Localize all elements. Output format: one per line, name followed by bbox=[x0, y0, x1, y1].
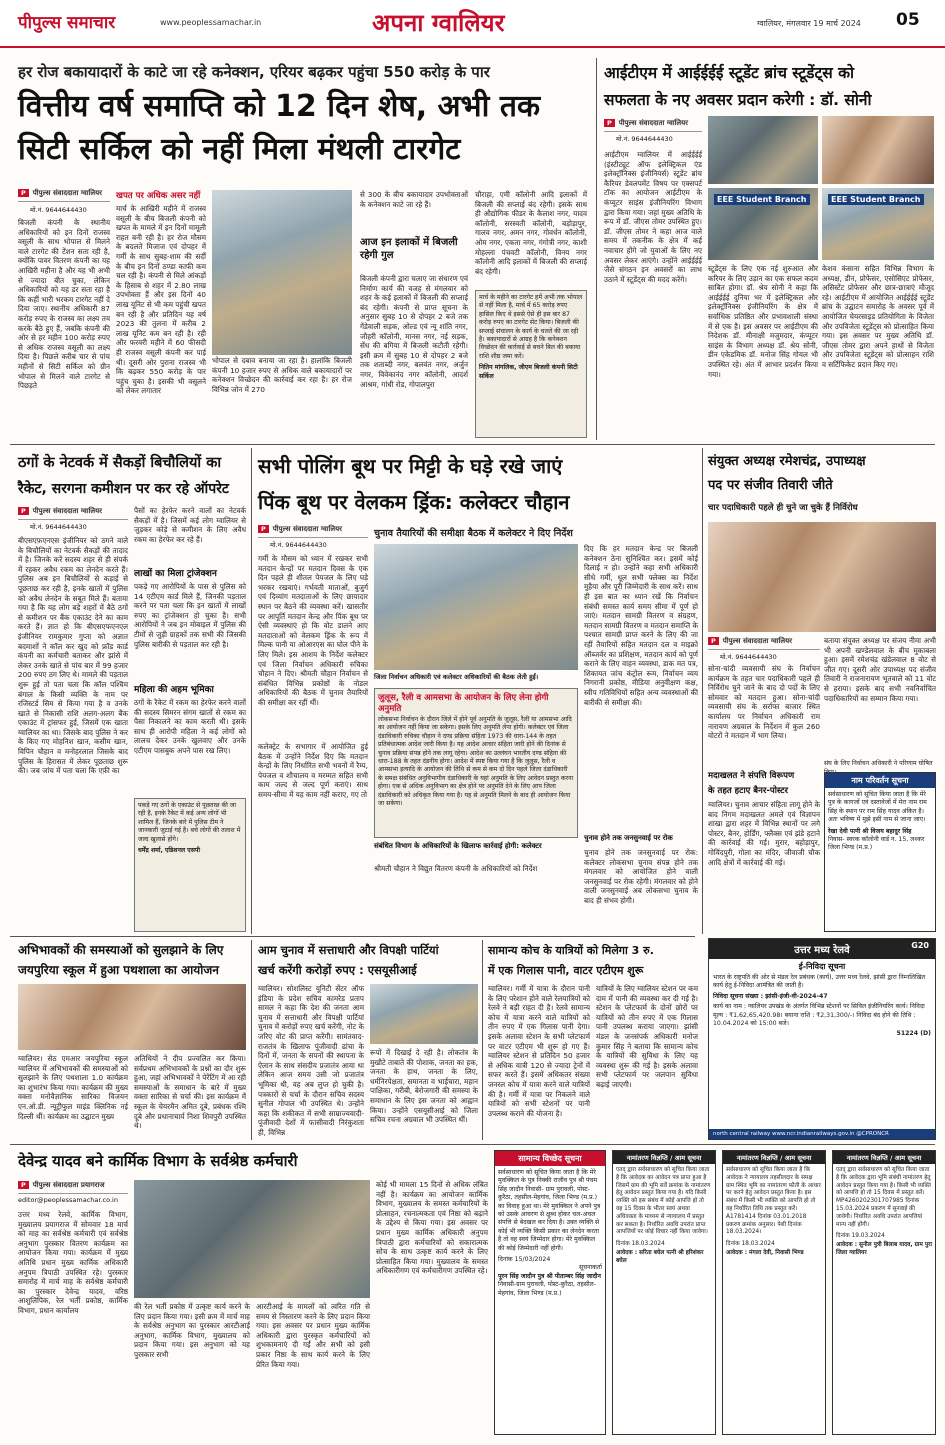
union-deck: चार पदाधिकारी पहले ही चुने जा चुके हैं निर्विरोध bbox=[708, 503, 858, 513]
divider bbox=[482, 940, 483, 1140]
byline-logo: P bbox=[18, 189, 29, 197]
polling-mobile: मो.नं. 9644644430 bbox=[270, 541, 327, 549]
name-change-body: सर्वसाधारण को सूचित किया जाता है कि मेरे पुत्र के कागजों एवं दस्तावेजों में मेरा नाम राम सिंह के स्थान पर राम सिंह यादव अंकित है। अतः भविष्य में मुझे इसी नाम से जाना जाए। bbox=[828, 791, 927, 824]
thugs-quote: पकड़े गए ठगों के एकाउंट से पूछताछ की जा रही है, इनके रैकेट में कई अन्य लोगों भी शामिल हैं, जिनके बारे में पुलिस टीम ने जानकारी जुटाई गई है। बचे लोगों की तलाश में जल्द खुलासे होंगे। bbox=[138, 802, 241, 843]
lead-col1: बिजली कंपनी के स्थानीय अधिकारियों को इन दिनों राजस्व वसूली के साथ भोपाल से मिलने वाले टारगेट की टेंशन सता रही है, क्योंकि पावर वितरण कंपनी का यह आखिरी महीना है और यह भी अभी से ज्यादा बीत चुका, लेकिन अधिकारियों को यह डर सता रहा है कि कहीं भारी भरकम टारगेट नहीं दे दिया जाए। स्थानीय अधिकारी 87 करोड़ रुपए के राजस्व का लक्ष्य तय करके बैठे हुए हैं, जबकि कंपनी की ओर से हर महीन 100 करोड़ रुपए से अधिक राजस्व वसूली का लक्ष्य दिया है। पिछले करीब चार से पांच महीनों से सिटी सर्किल को ग्रीन भोपाल से मिलने वाले टारगेट से पिछड़ते bbox=[18, 218, 110, 391]
polling-col3: दिए कि हर मतदान केन्द्र पर बिजली कनेक्शन ठेना सुनिश्चित कर। इसमें कोई दिलाई न हो। उन्होंने कहा सभी अधिकारी सीधे गर्मी, धूल सभी फ्लेक्स का निर्देश मुहैया और पूरी जिम्मेदारी के साथ करें। साथ ही इस बात का ध्यान रखें कि निर्वाचन संबंधी समस्त कार्य समय सीमा में पूर्ण हो जाएं। मतदान सामग्री वितरण व संग्रहण, मतदान सामग्री वितरण व मतदान समाप्ति के पश्चात सामग्री प्राप्त करने के लिए की जा रहीं तैयारियों सहित मतदान दल व माइक्रो ऑब्जर्वर का प्रशिक्षण, मतदान कार्य को पूर्ण कराने के लिए वाहन व्यवस्था, डाक मत पत्र, शिकायत जांच कंट्रोल रूम, निर्वाचन व्यय निगरानी प्रकोष्ठ, मीडिया अनुवीक्षण कक्ष, स्वीप गतिविधियों सहित अन्य व्यवस्थाओं की बारीकी से समीक्षा की। bbox=[584, 544, 698, 707]
divider bbox=[10, 1144, 935, 1145]
lead-photo bbox=[212, 190, 352, 355]
itm-banner-text-2: EEE Student Branch bbox=[828, 194, 924, 205]
devendra-photo bbox=[134, 1180, 370, 1298]
railway-tender-no: निविदा सूचना संख्या : झांसी-इंजी-वी-2024-47 bbox=[713, 992, 828, 1000]
legal-notice-address: निवासी-ग्राम पुरावली, पोस्ट-कुरैठा, तहसील-मेहगांव, जिला भिण्ड (म.प्र.) bbox=[498, 1281, 596, 1297]
notice-officer: आवेदक : सरिता बघेल पत्नी श्री हरिशंकर बघेल bbox=[616, 1249, 704, 1264]
lead-col3b: बिजली कंपनी द्वारा चलाए जा संधारण एवं निर्माण कार्य की वजह से मंगलवार को शहर के कई इलाकों में बिजली की सप्लाई बंद रहेगी। कंपनी से प्राप्त सूचना के अनुसार सुबह 10 से दोपहर 2 बजे तक गेंडेवाली सड़क, ओल्ड एवं न्यू शांति नगर, जौहरी कॉलोनी, मानस नगर, नई सड़क, सेंध की बगिया में बिजली कटौती रहेगी। इसी क्रम में सुबह 10 से दोपहर 2 बजे तक शताब्दी नगर, बलवंत नगर, अर्जुन नगर, विवेकानंद नगर कॉलोनी, आदर्श आश्रम, गांधी रोड, गोपालपुरा bbox=[360, 274, 468, 389]
thugs-quote-author: धर्मेंद्र शर्मा, एडिशनल एसपी bbox=[138, 847, 201, 855]
railway-details: कार्य का नाम : ग्वालियर उपखंड के अंतर्गत विभिन्न स्टेशनों पर सिविल इंजीनियरिंग कार्य। निविदा मूल्य : ₹1,62,65,420.98। बयाना राशि : ₹2,31,300/-। निविदा बंद होने की तिथि : 10.04.2024 को 15:00 बजे। bbox=[713, 1003, 925, 1028]
notice-card bbox=[832, 1150, 936, 1435]
devendra-byline: P पीपुल्स संवाददाता प्रयागराज bbox=[18, 1180, 128, 1194]
itm-body-2: स्टूडेंट्स के लिए एक नई शुरुआत और करियर के लिए उड़ान का एक सफल कदम साबित होगा। डॉ. श्रेय सोनी ने कहा कि आईईईई दुनिया भर में इलेक्ट्रिकल और इलेक्ट्रॉनिक्स इंजीनियरिंग के क्षेत्र में सर्वाधिक प्रतिष्ठित और प्रभावशाली संस्था में से एक है। इस अवसर पर आईटीएम की निदेशक डॉ. मीनाक्षी मजुमदार, कंप्यूटर साइंस के विभाग अध्यक्ष डॉ. श्रेय सोनी, डीन एकेडमिक डॉ. मनोज सिंह गोयल भी उपस्थित रहे। अंत में आभार प्रदर्शन किया गया। bbox=[708, 264, 818, 379]
divider bbox=[251, 940, 252, 1140]
notice-body: सर्वसाधारण को सूचित किया जाता है कि आवेदक ने न्यायालय तहसीलदार के समक्ष ग्राम स्थित भूमि का नामांतरण फौती के आधार पर करने हेतु आवेदन प्रस्तुत किया है। इस संबंध में किसी भी व्यक्ति को आपत्ति हो तो वह निर्धारित तिथि तक प्रस्तुत करें। A1781414 दिनांक 03.01.2018 प्रकरण क्रमांक अनुसार। पेशी दिनांक 18.03.2024। bbox=[726, 1167, 821, 1236]
expense-headline-1: आम चुनाव में सत्ताधारी और विपक्षी पार्टियां bbox=[258, 943, 439, 957]
polling-deck: चुनाव तैयारियों की समीक्षा बैठक में कलेक्टर ने दिए निर्देश bbox=[374, 528, 573, 539]
devendra-col4: कोई भी मामला 15 दिनों से अधिक लंबित नहीं है। कार्यक्रम का आयोजन कार्मिक विभाग, मुख्यालय के समस्त कर्मचारियों के प्रोत्साहन, रचनात्मकता एवं निष्ठा को बढ़ाने के उद्देश्य से किया गया। इस अवसर पर प्रधान मुख्य कार्मिक अधिकारी अनुपम त्रिपाठी द्वारा कर्मचारियों को सकारात्मक सोच के साथ उत्कृष्ट कार्य करने के लिए प्रोत्साहित किया गया। मुख्यालय के समस्त अधिकारीगण एवं कर्मचारीगण उपस्थित रहे। bbox=[376, 1180, 488, 1276]
lead-headline-1: वित्तीय वर्ष समाप्ति को 12 दिन शेष, अभी तक bbox=[18, 89, 540, 124]
divider bbox=[702, 448, 703, 934]
transformer-headline-1: मदाखलत ने संपत्ति विरूपण bbox=[708, 771, 795, 781]
polling-notice-box bbox=[374, 688, 578, 838]
parents-photo bbox=[18, 984, 246, 1050]
notice-title: नामांतरण विज्ञप्ति / आम सूचना bbox=[833, 1151, 935, 1164]
name-change-signature: रेखा देवी पत्नी श्री विजय बहादुर सिंह bbox=[828, 827, 912, 835]
thugs-col2b: पकड़े गए आरोपियों के पास से पुलिस को 14 एटीएम कार्ड मिले हैं, जिनकी पड़ताल करने पर पता चला कि इन खातों में लाखों रुपए का ट्रांजेक्शन हो चुका है। सभी आरोपियों ने जब इन मोबाइल में पुलिस की टीमों से जुड़ी ग्राहकों तक सभी की जिसकी पुलिस बारीकी से पड़ताल कर रही है। bbox=[134, 582, 246, 649]
polling-col5-title: चुनाव होने तक जनसुनवाई पर रोक bbox=[584, 834, 673, 842]
section-title: अपना ग्वालियर bbox=[372, 9, 505, 37]
page-number: 05 bbox=[896, 10, 920, 30]
itm-byline: P पीपुल्स संवाददाता ग्वालियर bbox=[604, 118, 702, 132]
expense-photo bbox=[370, 984, 478, 1044]
divider bbox=[10, 936, 695, 937]
union-election-note: संघ के लिए निर्वाचन अधिकारी ने परिणाम घोषित bbox=[824, 760, 933, 767]
union-headline-2: पद पर संजीव तिवारी जीते bbox=[708, 478, 833, 493]
railway-title: उत्तर मध्य रेलवे bbox=[709, 939, 935, 959]
union-byline: P पीपुल्स संवाददाता ग्वालियर bbox=[708, 636, 820, 650]
devendra-col2: की रेल भर्ती प्रकोष्ठ में उत्कृष्ट कार्य करने के लिए प्रदान किया गया। इसी क्रम में मार्च माह के सर्वश्रेष्ठ अनुभाग का पुरस्कार आरटीआई अनुभाग, कार्मिक विभाग, मुख्यालय को प्रदान किया गया। इस अनुभाग को यह पुरस्कार सभी bbox=[134, 1302, 250, 1359]
notice-date: दिनांक 18.03.2024 bbox=[616, 1241, 665, 1248]
lead-quote-author: नितिन मांगलिक, जीएम बिजली कंपनी सिटी सर्किल bbox=[479, 364, 578, 380]
paper-logo: पीपुल्स समाचार bbox=[18, 13, 116, 33]
water-col2: यात्रियों के लिए ग्वालियर स्टेशन पर कम दाम में पानी की व्यवस्था कर दी गई है। स्टेशन के प्लेटफार्म के दोनों छोरों पर यात्रियों को तीन रुपए में एक गिलास पानी उपलब्ध कराया जाएगा। झांसी मंडल के जनसंपर्क अधिकारी मनोज कुमार सिंह ने बताया कि सामान्य कोच के यात्रियों की सुविधा के लिए यह व्यवस्था शुरू की गई है। इसके अलावा सभी प्लेटफार्म पर जलपान सुविधा बढ़ाई जाएगी। bbox=[596, 984, 698, 1089]
thugs-headline-1: ठगों के नेटवर्क में सैकड़ों बिचौलियों का bbox=[18, 455, 222, 471]
itm-body: आईटीएम ग्वालियर में आईईईई (इंस्टीट्यूट ऑफ इलेक्ट्रिकल एंड इलेक्ट्रॉनिक्स इंजीनियर्स) स्टूडेंट ब्रांच कैरियर डेवलपमेंट विषय पर एक्सपर्ट टॉक का आयोजन आईटीएम के कंप्यूटर साइंस इंजीनियरिंग विभाग द्वारा किया गया। जहां मुख्य अतिथि के रूप में डॉ. जीएस तोमर उपस्थित हुए। डॉ. जीएस तोमर ने कहा आज वाले समय में तकनीक के क्षेत्र में कई नवाचार होंगे जो युवाओं के लिए नए अवसर लेकर आएंगे। उन्होंने आईईईई जैसे संगठन इन अवसरों का लाभ उठाने में स्टूडेंट्स की मदद करेंगे। bbox=[604, 150, 702, 284]
itm-photo-1 bbox=[708, 116, 818, 184]
thugs-sub2: महिला की अहम भूमिका bbox=[134, 685, 214, 695]
notice-title: नामांतरण विज्ञप्ति / आम सूचना bbox=[723, 1151, 825, 1164]
polling-col5: चुनाव होने तक जनसुनवाई पर रोक: कलेक्टर लोकसभा चुनाव संपन्न होने तक मंगलवार को आयोजित होने वाली जनसुनवाई पर रोक रहेगी। मंगलवार को होने वाली जनसुनवाई अब लोकसभा चुनाव के बाद ही संभव होगी। bbox=[584, 848, 698, 905]
itm-photo-3 bbox=[708, 188, 818, 260]
lead-subtitle: आज इन इलाकों में बिजली रहेगी गुल bbox=[360, 237, 458, 261]
lead-byline: P पीपुल्स संवाददाता ग्वालियर bbox=[18, 188, 110, 202]
byline-logo: P bbox=[604, 119, 615, 127]
notice-card bbox=[612, 1150, 716, 1435]
divider bbox=[10, 444, 935, 445]
thugs-mobile: मो.नं. 9644644430 bbox=[30, 523, 87, 531]
legal-notice-date: दिनांक 15/03/2024 bbox=[498, 1256, 551, 1264]
divider bbox=[596, 58, 597, 440]
lead-quote-box bbox=[475, 290, 587, 438]
lead-col2: मार्च के आखिरी महीने में राजस्व वसूली के बीच बिजली कंपनी को खपत के मामले में इन दिनों मामूली राहत बनी रही है। हर रोज मौसम के बदलते मिजाज एवं दोपहर में गर्मी के साथ सुबह-शाम की सर्दी के बीच इन दिनों ठण्डा काफी कम चल रही है। कंपनी से मिले आंकड़ों के हिसाब से शहर में 2.80 लाख उपभोक्ता हैं और इस दिनों 40 लाख यूनिट से भी कम पहुंची खपत बन रही है और प्रतिदिन यह वर्ष 2023 की तुलना में करीब 2 लाख यूनिट कम बन रही है। रही और फरवरी महीने में 60 फीसदी ही राजस्व वसूली कंपनी कर पाई थी। दूसरी ओर पुराना राजस्व भी कि बढ़कर 550 करोड़ के पार पहुंच चुका है। इसकी भी वसूलने को लेकर लगातार bbox=[116, 204, 206, 396]
polling-col4-title: संबंधित विभाग के अधिकारियों के खिलाफ कार्रवाई होगी: कलेक्टर bbox=[374, 842, 542, 850]
lead-kicker: हर रोज बकायादारों के काटे जा रहे कनेक्शन, एरियर बढ़कर पहुंचा 550 करोड़ के पार bbox=[18, 63, 490, 81]
thugs-col2c: ठगों के रैकेट में रकम का हेरफेर करने वालों की सदस्य सिमरन संगम खातों से रकम का पैसा निकालने का काम करती थी। इसके साथ ही आरोपी महिला ने कई लोगों को लालच देकर उनके खुलवाए और उनके एटीएम पासबुक अपने पास रख लिए। bbox=[134, 698, 246, 755]
itm-body-3: केशव कंसाना सहित विभिन्न विभाग के अध्यक्ष, डीन, प्रोफेसर, एसोसिएट प्रोफेसर, असिस्टेंट प्रोफेसर और छात्र-छात्राएं मौजूद रहे। आईटीएम में आयोजित आईईईई स्टूडेंट ब्रांच के उद्घाटन समारोह के अवसर पूर्व में आयोजित चेयरसाइड प्रतियोगिता के विजेता और उपविजेता स्टूडेंट्स को प्रोत्साहित किया गया। इस अवसर पर मुख्य अतिथि डॉ. जीएस तोमर द्वारा अपने हाथों से विजेता और उपविजेता स्टूडेंट्स को प्रोत्साहन राशि व सर्टिफिकेट प्रदान किए गए। bbox=[822, 264, 934, 369]
notice-date: दिनांक 19.03.2024 bbox=[836, 1233, 885, 1240]
issue-date: ग्वालियर, मंगलवार 19 मार्च 2024 bbox=[757, 19, 861, 28]
railway-logo: G20 bbox=[911, 941, 929, 950]
itm-photo-4 bbox=[822, 188, 934, 260]
notice-officer: आवेदक : सुनील पुत्री बिलाब यादव, ग्राम पुरा जिला ग्वालियर bbox=[836, 1241, 933, 1257]
parents-headline-2: जयपुरिया स्कूल में हुआ पथशाला का आयोजन bbox=[18, 963, 219, 977]
polling-col4: श्रीमती चौहान ने विद्युत वितरण कंपनी के अधिकारियों को निर्देश bbox=[374, 864, 538, 873]
water-headline-2: में एक गिलास पानी, वाटर एटीएम शुरू bbox=[488, 964, 644, 977]
water-col1: ग्वालियर। गर्मी में यात्रा के दौरान पानी के लिए परेशान होने वाले रेलयात्रियों को रेलवे ने बड़ी राहत दी है। रेलवे सामान्य कोच में यात्रा करने वाले यात्रियों को तीन रुपए में एक गिलास पानी देगा। इसके अलावा स्टेशन के सभी प्लेटफार्म पर वाटर एटीएम भी शुरू हो गए हैं। ग्वालियर स्टेशन से प्रतिदिन 50 हजार से अधिक यात्री 120 से ज्यादा ट्रेनों में सफर करते हैं। इसमें अधिकतर संख्या जनरल कोच में यात्रा करने वाले यात्रियों की है। गर्मी में यात्रा पर निकलने वाले यात्रियों को सभी स्टेशनों पर पानी उपलब्ध कराने की योजना है। bbox=[488, 984, 590, 1118]
thugs-quote-box bbox=[134, 798, 246, 932]
parents-col1: ग्वालियर। सेठ एमआर जयपुरिया स्कूल ग्वालियर में अभिभावकों की समस्याओं को सुलझाने के लिए पथशाला 1.0 कार्यक्रम का शुभारंभ किया गया। कार्यक्रम की मुख्य वक्ता मनोवैज्ञानिक सारिका विजयन एन.ओ.डी. न्यूट्रीफुल माइंड क्लिनिक नई दिल्ली थीं। कार्यक्रम का उद्घाटन मुख्य bbox=[18, 1054, 128, 1121]
byline-logo: P bbox=[18, 507, 29, 515]
lead-col2-title: खपत पर अधिक असर नहीं bbox=[116, 191, 201, 201]
thugs-col1: बीएसएफ़एनएस इंजीनियर को ठगने वाले के बिचौलियों का नेटवर्क सैकड़ों की तादाद में है। जिनके करें सदस्य शहर से ही संपर्क में रहकर अवैध रकम का लेनदेन करते हैं। पुलिस अब इन बिचौलियों से कड़ाई से पूछताछ कर रही है, इनके खातों में पुलिस को अवैध लेनदेन के सबूत मिले हैं। बताया गया है कि यह लोग बड़े शहरों में बैठे ठगों से कमीशन पर बैंक एकाउंट देने का काम करते हैं। ज्ञात हो कि बीएसएफएनएल इंजीनियर रामकुमार गुप्ता को अज्ञात बदमाशों ने कॉल कर खुद को फ्रॉड कार्ड कंपनी का कर्मचारी बताकर और झांसे में लेकर उनके खाते से पांच बार में 99 हजार 200 रुपए ठग लिए थे। मामले की पड़ताल शुरू हुई तो पता चला कि कॉल पश्चिम बंगाल के किसी व्यक्ति के नाम पर रजिस्टर्ड सिम से किया गया है व उनके खाते से निकासी राशि अलग-अलग बैंक एकाउंट में ट्रांसफर हुई, जिसमें एक खाता ग्वालियर का था। जिसके बाद पुलिस ने कर के किए गए मोहनिश खान, कसीम खान, विपिन चौहान व मनोहरलाल जिसके बाद पुलिस के हिरासत में लेकर पूछताछ शुरू की। जब जांच में पता चला कि एफ़ी का bbox=[18, 536, 128, 776]
union-mobile: मो.नं. 9644644430 bbox=[720, 653, 777, 661]
lead-photo-caption: भोपाल से दबाव बनाया जा रहा है। हालांकि बिजली कंपनी 10 हजार रुपए से अधिक वाले बकायादारों पर कनेक्शन विच्छेदन की कार्रवाई कर रहा है। हर रोज विभिन्न जोन में 270 bbox=[212, 356, 352, 394]
polling-box-body: लोकसभा निर्वाचन के दौरान जिले में होने पूर्व अनुमति के जुलूस, रैली या आमसभा आदि का आयोजन नहीं किया जा सकेगा। इसके लिए अनुमति लेना होगी। कलेक्टर एवं जिला दंडाधिकारी रुचिका चौहान ने दण्ड प्रक्रिया संहिता 1973 की धारा-144 के तहत प्रतिबंधात्मक आदेश जारी किया है। यह आदेश आचार संहिता जारी होने की दिनांक से चुनाव प्रक्रिया संपन्न होने तक लागू रहेगा। आदेश का उल्लंघन भारतीय दण्ड संहिता की धारा-188 के तहत दंडनीय होगा। आदेश में स्पष्ट किया गया है कि जुलूस, रैली व आमसभा इत्यादि के आयोजन की तिथि से कम से कम दो दिन पहले जिला दंडाधिकारी के समक्ष संबंधित अनुविभागीय दंडाधिकारी के यहां अनुमति के लिए आवेदन प्रस्तुत करना होगा। एक से अधिक अनुविभाग का क्षेत्र होने पर अनुमति देने के लिए आप जिला दंडाधिकारी को अधिकृत किया गया है। यह से अनुमति मिलने के बाद ही आयोजन किया जा सकेगा। bbox=[378, 716, 574, 808]
itm-mobile: मो.नं. 9644644430 bbox=[616, 135, 673, 143]
polling-col1: गर्मी के मौसम को ध्यान में रखकर सभी मतदान केन्द्रों पर मतदान दिवस के एक दिन पहले ही शीतल पेयजल के लिए घड़े भरकर रखवाएं। गर्भवती माताओं, बुजुर्ग एवं दिव्यांग मतदाताओं के लिए छायादार स्थान पर बैठने की व्यवस्था करें। खासतौर पर आपूर्ति मतदान केन्द्र और पिंक बूथ पर ऐसी व्यवस्थाएं हो कि वोट डालने आए मतदाताओं को वेलकम ड्रिंक के रूप में मिल्क पानी या ओआरएस का घोल पीने के लिए मिले। इस आशय के निर्देश कलेक्टर एवं जिला निर्वाचन अधिकारी रुचिका चौहान ने दिए। श्रीमती चौहान निर्वाचन से संबंधित विभिन्न प्रकोष्ठों के नोडल अधिकारियों की बैठक में चुनाव तैयारियों की समीक्षा कर रहीं थीं। bbox=[258, 554, 368, 707]
masthead bbox=[0, 0, 945, 48]
notice-body: एतद् द्वारा सर्वसाधारण को सूचित किया जाता है कि आवेदक द्वारा भूमि संबंधी नामांतरण हेतु आवेदन प्रस्तुत किया गया है। किसी भी व्यक्ति को आपत्ति हो तो 15 दिवस में प्रस्तुत करें। MP4260202301707985 दिनांक 15.03.2024 प्रकरण में सुनवाई की जावेगी। निर्धारित अवधि उपरांत आपत्तियां मान्य नहीं होंगी। bbox=[836, 1167, 931, 1228]
water-headline-1: सामान्य कोच के यात्रियों को मिलेगा 3 रु. bbox=[488, 944, 654, 957]
website[interactable]: www.peoplessamachar.in bbox=[160, 18, 262, 27]
name-change-address: निवास- स्वरक कॉलोनी वार्ड न. 15, लश्कर जिला भिण्ड (म.प्र.) bbox=[828, 836, 925, 852]
polling-photo-caption: जिला निर्वाचन अधिकारी एवं कलेक्टर अधिकारियों की बैठक लेती हुईं। bbox=[374, 673, 539, 681]
union-col1: सोना-चांदी व्यवसायी संघ के निर्वाचन कार्यक्रम के तहत चार पदाधिकारी पहले ही निर्विरोध चुने जाने के बाद दो पदों के लिए सोमवार को मतदान हुआ। सोना-चांदी व्यवसायी संघ के सर्राफा बाजार स्थित कार्यालय पर निर्वाचन अधिकारी राम नारायण अग्रवाल के निर्देशन में कुल 260 वोटरों ने मतदान में भाग लिया। bbox=[708, 664, 820, 741]
transformer-headline-2: के तहत हटाए बैनर-पोस्टर bbox=[708, 786, 788, 796]
expense-col1: ग्वालियर। सोशलिस्ट यूनिटी सेंटर ऑफ इंडिया के प्रदेश सचिव कामरेड प्रताप सामल ने कहा कि देश की जनता आम चुनाव में सत्ताधारी और विपक्षी पार्टियां चुनाव में करोड़ों रुपए खर्च करेंगी, नोट के जरिए वोट की प्राप्त करेंगी। सामंतवाद-राजतंत्र के खिलाफ पूंजीवादी ढांचा के दिनों में, जनता के सपनों की स्थापना के ऐलान के साथ संसदीय प्रजातंत्र आया था लेकिन आज समय उसी जो प्रजातंत्र भूमिका थी, वह अब लुप्त हो चुकी है। पत्रकारों से चर्चा के दौरान सचिव सदस्य सुनील गोपाल भी उपस्थित थे। उन्होंने कहा कि शकीकत में सभी साम्राज्यवादी-पूंजीवादी देशों में फासीवादी निरंकुशता ही, विभिन्न bbox=[258, 984, 364, 1137]
railway-tender bbox=[708, 938, 936, 1140]
railway-social[interactable]: north central railway www.ncr.indianrailways.gov.in @CPRONCR bbox=[709, 1129, 935, 1139]
polling-box-title: जुलूस, रैली व आमसभा के आयोजन के लिए लेना होगी अनुमति bbox=[378, 693, 549, 714]
byline-logo: P bbox=[708, 637, 719, 645]
polling-byline: P पीपुल्स संवाददाता ग्वालियर bbox=[258, 524, 368, 538]
notice-date: दिनांक 18.03.2024 bbox=[726, 1241, 775, 1248]
thugs-col2: पैसों का हेरफेर करने वालों का नेटवर्क सैकड़ों में है। जिसमें कई लोग ग्वालियर से जुड़कर कोड़े से कमीशन के लिए अवैध रकम का हेरफेर कर रहे हैं। bbox=[134, 506, 246, 544]
devendra-headline: देवेन्द्र यादव बने कार्मिक विभाग के सर्वश्रेष्ठ कर्मचारी bbox=[18, 1152, 298, 1170]
notice-title: नामांतरण विज्ञप्ति / आम सूचना bbox=[613, 1151, 715, 1164]
itm-headline-1: आईटीएम में आईईईई स्टूडेंट ब्रांच स्टूडेंट्स को bbox=[604, 64, 855, 82]
lead-mobile: मो.नं. 9644644430 bbox=[30, 206, 87, 214]
parents-col2: अतिथियों ने दीप प्रज्वलित कर किया। सर्वप्रथम अभिभावकों के प्रश्नों का दौर शुरू हुआ, जहां अभिभावकों ने पेरेंटिंग में आ रही समस्याओं के समाधान के बारे में मुख्य वक्ता सारिका से चर्चा की। इस कार्यक्रम में स्कूल के चेयरमैन अमित दूबे, प्रबंधक रश्मि दूबे और प्रधानाचार्य निशा शिवपुरी उपस्थित थे। bbox=[134, 1054, 246, 1131]
union-photo bbox=[708, 522, 936, 632]
polling-col2: कलेक्ट्रेट के सभागार में आयोजित हुई बैठक में उन्होंने निर्देश दिए कि मतदान केन्द्रों के लिए निर्धारित सभी भवनों में रैम्प, पेयजल व शौचालय व मरम्मत सहित सभी काम जल्द से जल्द पूर्ण कराएं। साथ समय-सीमा में यह काम नहीं कराए, गए तो bbox=[258, 742, 368, 799]
transformer-body: ग्वालियर। चुनाव आचार संहिता लागू होने के बाद निगम मदाखलत अमले एवं विज्ञापन शाखा द्वारा शहर में विभिन्न स्थानों पर लगे पोस्टर, बैनर, होर्डिंग, फ्लैक्स एवं झंडे हटाने की कार्रवाई की गई। मुरार, बहोड़ापुर, गोविंदपुरी, गोला का मंदिर, जीवाजी चौक आदि क्षेत्रों में कार्रवाई की गई। bbox=[708, 800, 820, 867]
legal-notice-title: सामान्य विच्छेद सूचना bbox=[495, 1151, 605, 1166]
devendra-col1: उत्तर मध्य रेलवे, कार्मिक विभाग, मुख्यालय प्रयागराज में सोमवार 18 मार्च को माह का सर्वश्रेष्ठ कर्मचारी एवं सर्वश्रेष्ठ अनुभाग पुरस्कार वितरण कार्यक्रम का आयोजन किया गया। कार्यक्रम में मुख्य अतिथि प्रधान मुख्य कार्मिक अधिकारी अनुपम त्रिपाठी उपस्थित रहे। पुरस्कार समारोह में मार्च माह के सर्वश्रेष्ठ कर्मचारी का पुरस्कार देवेन्द्र यादव, वरिष्ठ आशुलिपिक, रेल भर्ती प्रकोष्ठ, कार्मिक विभाग, प्रधान कार्यालय bbox=[18, 1210, 128, 1315]
thugs-byline: P पीपुल्स संवाददाता ग्वालियर bbox=[18, 506, 128, 520]
legal-notice-name: पूरन सिंह जादौन पुत्र श्री पीताम्बर सिंह जादौन bbox=[498, 1272, 601, 1280]
itm-photo-2 bbox=[822, 116, 934, 184]
notice-officer: आवेदक : मंगला देवी, निवासी भिण्ड bbox=[726, 1249, 804, 1256]
lead-headline-2: सिटी सर्किल को नहीं मिला मंथली टारगेट bbox=[18, 132, 461, 167]
devendra-email[interactable]: editor@peoplessamachar.co.in bbox=[18, 1196, 118, 1204]
expense-col2: रूपों में दिखाई दे रही है। लोकतंत्र के मुखौटे ताबाते की पोशाक, जनता का हक, जनता के हाथ, जनता के लिए, धर्मनिरपेक्षता, समानता व भाईचारा, महान पाक्षिका, गरीबी, बेरोजगारी की समस्या के समाधान के लिए इस जनता को आह्वान किया। उन्होंने एसयूसीआई को जिला सचिव रचना अग्रवाल भी उपस्थित थीं। bbox=[370, 1048, 478, 1125]
lead-quote: मार्च के महीने का टारगेट हमें अभी तक भोपाल से नहीं मिला है, मार्च में 65 करोड़ रुपए हासिल किए थे इससे ऐसे ही इस बार 87 करोड़ रुपए का टारगेट सेट किया। बिजली की सप्लाई संचालन के कार्य के चलते की जा रही है। बकायादारों से आग्रह है कि कनेक्शन विच्छेदन की कार्रवाई से बचने बिल की बकाया राशि शीघ्र जमा करें। bbox=[479, 294, 583, 360]
railway-tender-title: ई-निविदा सूचना bbox=[798, 962, 846, 971]
union-headline-1: संयुक्त अध्यक्ष रमेशचंद्र, उपाध्यक्ष bbox=[708, 454, 866, 469]
lead-col3: से 300 के बीच बकायादार उपभोक्ताओं के कनेक्शन काटे जा रहे हैं। bbox=[360, 190, 468, 209]
name-change-notice bbox=[824, 772, 936, 932]
polling-headline-2: पिंक बूथ पर वेलकम ड्रिंक: कलेक्टर चौहान bbox=[258, 490, 570, 514]
notice-card bbox=[722, 1150, 826, 1435]
parents-headline-1: अभिभावकों की समस्याओं को सुलझाने के लिए bbox=[18, 943, 224, 957]
byline-logo: P bbox=[18, 1181, 29, 1189]
byline-logo: P bbox=[258, 525, 269, 533]
union-col2: बताया संयुक्त अध्यक्ष पर संजय नीमा अभी भी अपनी खण्डेलवाल के बीच मुकाबला हुआ। इसमें रमेशचंद्र खंडेलवाल 8 वोट से जीत गए। दूसरी ओर उपाध्यक्ष पद संजीव तिवारी ने राजनारायण भूतवाले को 11 वोट से हराया। इसके बाद सभी नवनिर्वाचित पदाधिकारियों का सम्मान किया गया। bbox=[824, 636, 936, 703]
polling-headline-1: सभी पोलिंग बूथ पर मिट्टी के घड़े रखे जाएं bbox=[258, 454, 563, 478]
itm-headline-2: सफलता के नए अवसर प्रदान करेगी : डॉ. सोनी bbox=[604, 91, 872, 109]
polling-photo bbox=[374, 544, 578, 670]
notice-body: एतद् द्वारा सर्वसाधारण को सूचित किया जाता है कि आवेदक का आवेदन पत्र प्राप्त हुआ है जिसमें ग्राम की भूमि सर्वे क्रमांक के नामांतरण हेतु आवेदन प्रस्तुत किया गया है। यदि किसी व्यक्ति को इस संबंध में कोई आपत्ति हो तो वह 15 दिवस के भीतर स्वयं अथवा अधिवक्ता के माध्यम से न्यायालय में प्रस्तुत कर सकता है। निर्धारित अवधि उपरांत प्राप्त आपत्तियों पर कोई विचार नहीं किया जावेगा। bbox=[616, 1167, 711, 1236]
legal-notice bbox=[494, 1150, 606, 1435]
devendra-col3: आरटीआई के मामलों को त्वरित गति से समय से निस्तारण करने के लिए प्रदान किया गया। इस अवसर पर प्रधान मुख्य कार्मिक अधिकारी द्वारा पुरस्कृत कर्मचारियों को शुभकामनाएं दी गईं और सभी को इसी प्रकार निष्ठा के साथ कार्य करने के लिए प्रेरित किया गया। bbox=[256, 1302, 370, 1369]
name-change-title: नाम परिवर्तन सूचना bbox=[825, 773, 935, 788]
legal-notice-body: सर्वसाधारण को सूचित किया जाता है कि मेरे मुवक्किल के पुत्र निक्की राजीव पुत्र श्री पंचम सिंह जादौन निवासी- ग्राम पुरावली, पोस्ट-कुरैठा, तहसील-मेहगांव, जिला भिण्ड (म.प्र.) का विवाह हुआ था। मेरे मुवक्किल ने अपने पुत्र को उसके आचरण से क्षुब्ध होकर चल-अचल संपत्ति से बेदखल कर दिया है। उक्त व्यक्ति से कोई भी व्यक्ति किसी प्रकार का लेनदेन करता है तो वह स्वयं जिम्मेदार होगा। मेरे मुवक्किल की कोई जिम्मेदारी नहीं होगी। bbox=[498, 1169, 601, 1252]
itm-banner-text: EEE Student Branch bbox=[714, 194, 810, 205]
lead-col4: चौराहा, एमी कॉलोनी आदि इलाकों में बिजली की सप्लाई बंद रहेगी। इसके साथ ही औद्योगिक फीडर के कैलाश नगर, यादव कॉलोनी, सरस्वती कॉलोनी, बड़ोड़ापुर, गालव नगर, अमन नगर, गोवर्धन कॉलोनी, ओम नगर, एकता नगर, गंगोत्री नगर, काशी मोहल्ला पंचवटी कॉलोनी, विनय नगर कॉलोनी आदि इलाकों में बिजली की सप्लाई बंद रहेगी। bbox=[475, 190, 587, 276]
expense-headline-2: खर्च करेंगी करोड़ों रुपए : एसयूसीआई bbox=[258, 963, 417, 977]
divider bbox=[251, 448, 252, 934]
thugs-headline-2: रैकेट, सरगना कमीशन पर कर रहे ऑपरेट bbox=[18, 481, 229, 497]
legal-notice-signature: सूचनाकर्ता bbox=[578, 1264, 602, 1272]
railway-footer: 51224 (D) bbox=[896, 1030, 931, 1038]
thugs-sub1: लाखों का मिला ट्रांजेक्शन bbox=[134, 569, 217, 579]
railway-body: भारत के राष्ट्रपति की ओर से मंडल रेल प्रबंधक (कार्य), उत्तर मध्य रेलवे, झांसी द्वारा निम्नलिखित कार्य हेतु ई-निविदा आमंत्रित की जाती है। bbox=[713, 974, 926, 990]
